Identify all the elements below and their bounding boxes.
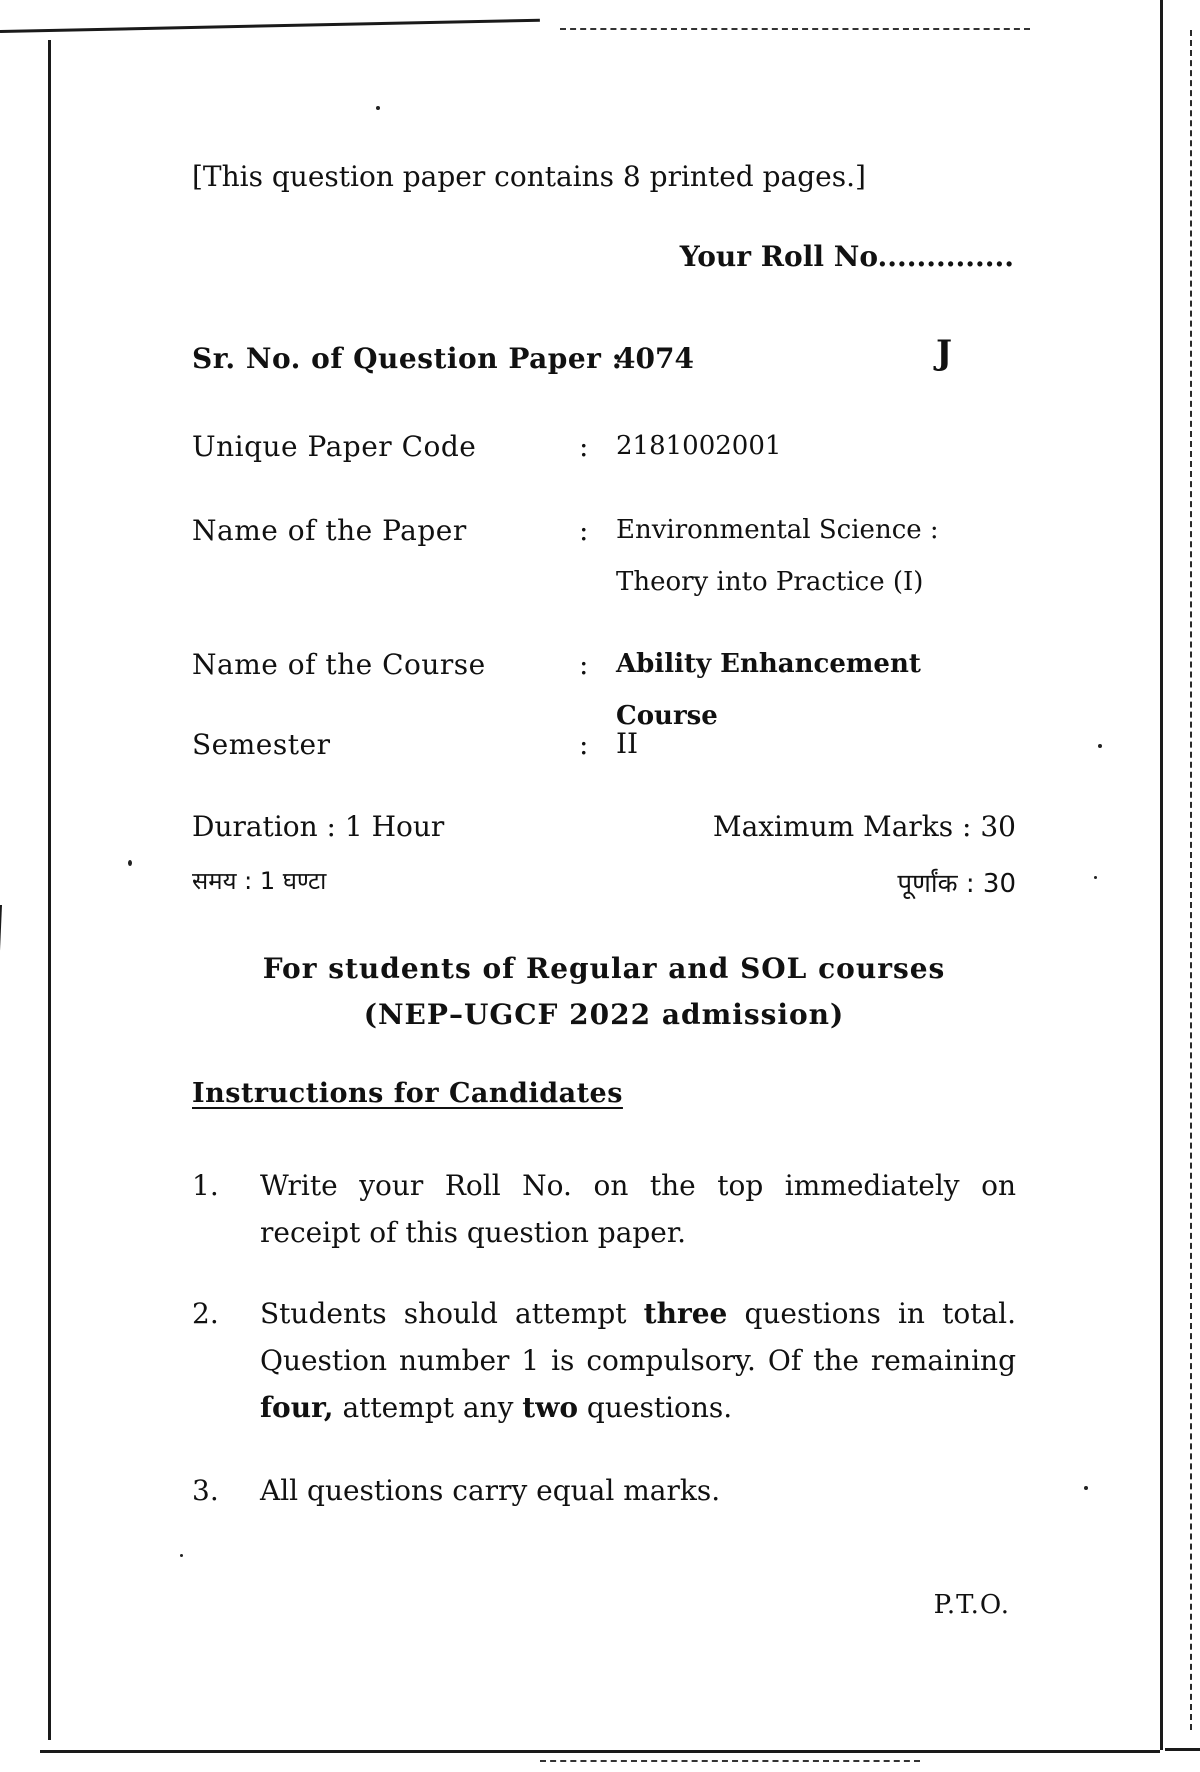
roll-number-field: Your Roll No..............	[679, 240, 1014, 273]
scan-speck	[376, 106, 380, 110]
duration-english: Duration : 1 Hour	[192, 810, 445, 843]
scan-speck	[1098, 744, 1102, 748]
instruction-text-part: attempt any	[333, 1391, 523, 1424]
instruction-number: 1.	[192, 1169, 219, 1202]
scan-border-bottom-right	[1165, 1748, 1200, 1751]
instruction-text: All questions carry equal marks.	[260, 1474, 721, 1507]
scan-border-right	[1160, 0, 1163, 1750]
info-colon: :	[579, 728, 589, 761]
info-label: Unique Paper Code	[192, 430, 477, 463]
instruction-text: Write your Roll No. on the top immediately on receipt of this question paper.	[260, 1169, 1016, 1249]
info-label: Name of the Paper	[192, 514, 467, 547]
info-value: II	[616, 727, 639, 760]
instruction-text-part: questions.	[578, 1391, 733, 1424]
sr-no-label: Sr. No. of Question Paper :	[192, 342, 623, 375]
scan-border-left	[48, 40, 51, 1740]
info-label: Semester	[192, 728, 331, 761]
scan-speck	[128, 860, 132, 866]
instruction-number: 3.	[192, 1474, 219, 1507]
duration-hindi: समय : 1 घण्टा	[192, 867, 327, 895]
scan-border-bottom-dashed	[540, 1760, 920, 1762]
scan-border-top	[0, 19, 540, 33]
scan-speck	[1094, 876, 1097, 879]
instruction-number: 2.	[192, 1297, 219, 1330]
info-colon: :	[579, 514, 589, 547]
instruction-text-part: Students should attempt	[260, 1297, 644, 1330]
instruction-text-part: questions in total. Question number 1 is compulsory. Of the remaining	[260, 1297, 1016, 1377]
info-colon: :	[579, 430, 589, 463]
please-turn-over: P.T.O.	[933, 1590, 1010, 1620]
scan-border-right-dashed	[1190, 30, 1192, 1730]
audience-line-2: (NEP–UGCF 2022 admission)	[363, 998, 845, 1031]
max-marks-hindi: पूर्णांक : 30	[897, 869, 1016, 899]
instruction-text	[260, 1290, 1016, 1431]
instruction-emphasis: four,	[260, 1391, 334, 1424]
scan-border-bottom	[40, 1750, 1160, 1753]
max-marks-english: Maximum Marks : 30	[712, 810, 1016, 843]
info-label: Name of the Course	[192, 648, 486, 681]
scan-border-top-dashed	[560, 28, 1030, 30]
info-value: 2181002001	[616, 431, 782, 461]
scan-speck	[1084, 1486, 1088, 1490]
instruction-emphasis: three	[643, 1297, 728, 1330]
instruction-emphasis: two	[522, 1391, 579, 1424]
audience-line-1: For students of Regular and SOL courses	[262, 952, 946, 985]
sr-no-value: 4074	[616, 342, 694, 375]
series-mark: J	[936, 333, 953, 373]
info-value: Ability Enhancement Course	[616, 649, 921, 731]
instructions-heading: Instructions for Candidates	[192, 1078, 623, 1109]
info-value: Environmental Science : Theory into Practice (I)	[616, 515, 939, 597]
page-count-note: [This question paper contains 8 printed pages.]	[192, 160, 866, 193]
info-colon: :	[579, 648, 589, 681]
scan-border-left-outer	[0, 905, 2, 1764]
scan-speck	[180, 1554, 183, 1557]
